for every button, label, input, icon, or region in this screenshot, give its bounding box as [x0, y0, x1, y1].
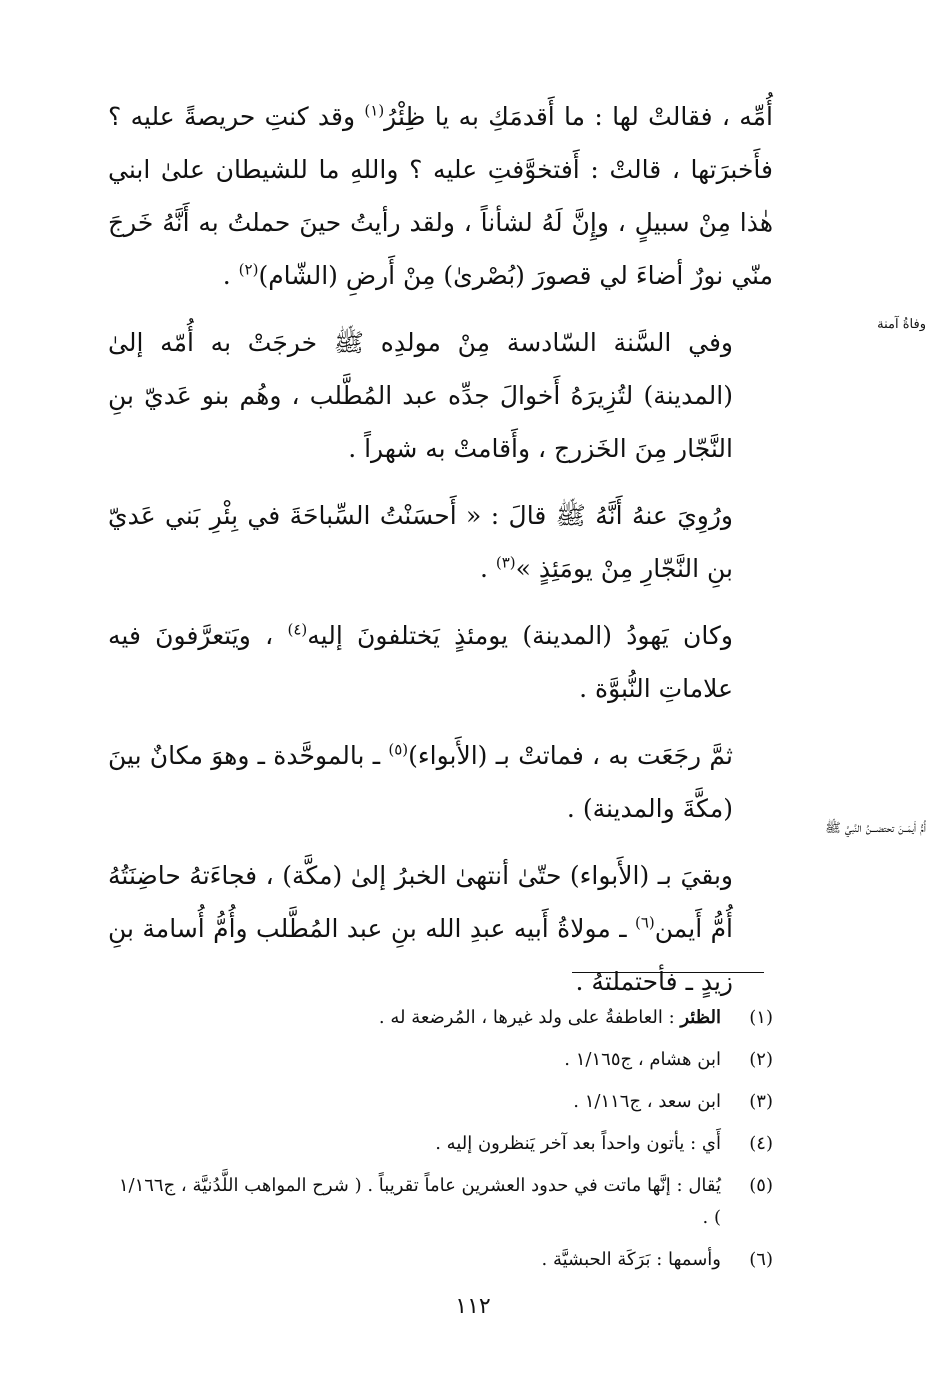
- paragraph-text: ورُوِيَ عنهُ أَنَّهُ ﷺ قالَ : « أَحسَنْتُ السِّباحَةَ في بِئْرِ بَني عَديّ بنِ النَّجّارِ مِنْ يومَئِذٍ »: [108, 501, 733, 583]
- footnote-item: [108, 1002, 773, 1034]
- footnote-ref: (٣): [495, 553, 516, 572]
- paragraph-text: وبقيَ بـ (الأَبواء) حتّىٰ أنتهىٰ الخبرُ إلىٰ (مكَّة) ، فجاءَتهُ حاضِنَتُهُ أُمُّ أَيمن: [108, 861, 733, 943]
- paragraph-text: أُمِّه ، فقالتْ لها : ما أَقدمَكِ به يا ظِئْرُ: [384, 102, 773, 131]
- footnote-number: (٣): [749, 1091, 773, 1112]
- footnote-item: [108, 1128, 773, 1160]
- footnote-divider: [572, 972, 764, 973]
- page-number: ١١٢: [455, 1294, 491, 1319]
- footnote-ref: (٢): [238, 260, 259, 279]
- footnote-text: ابن سعد ، ج١/١١٦ .: [573, 1091, 721, 1112]
- footnote-text: أَي : يأتون واحداً بعد آخر يَنظرون إليه .: [435, 1133, 721, 1154]
- footnote-text: ابن هشام ، ج١/١٦٥ .: [564, 1049, 721, 1070]
- footnote-ref: (٤): [287, 620, 308, 639]
- paragraph-4: [108, 609, 773, 715]
- footnote-text: يُقال : إنَّها ماتت في حدود العشرين عاماً تقريباً . ( شرح المواهب اللَّدُنيَّة ، ج١/١٦٦ ) .: [118, 1175, 721, 1228]
- paragraph-text: وفي السَّنة السّادسة مِنْ مولدِه ﷺ خرجَتْ به أُمّه إلىٰ (المدينة) لتُزِيرَهُ أَخوالَ جدِّه عبد المُطَّلب ، وهُم بنو عَديّ بنِ النَّجّار مِنَ الخَزرج ، وأَقامتْ به شهراً .: [108, 328, 733, 463]
- footnote-item: [108, 1244, 773, 1276]
- footnote-number: (٥): [749, 1175, 773, 1196]
- footnote-item: [108, 1170, 773, 1234]
- footnote-term: الظئر: [680, 1007, 721, 1028]
- footnote-number: (٢): [749, 1049, 773, 1070]
- footnotes: [108, 1002, 773, 1286]
- footnote-text: [108, 1002, 721, 1034]
- footnote-number: (٦): [749, 1249, 773, 1270]
- paragraph-text: .: [479, 554, 496, 583]
- paragraph-text: وقد كنتِ حريصةً عليه ؟ فأَخبرَتها ، قالتْ : أَفتخوَّفتِ عليه ؟ واللهِ ما للشيطان علىٰ ابني هٰذا مِنْ سبيلٍ ، وإِنَّ لَهُ لشأناً ، ولقد رأيتُ حينَ حملتُ به أَنَّهُ خَرجَ منّي نورٌ أضاءَ لي قصورَ (بُصْرىٰ) مِنْ أَرضِ (الشّام): [108, 102, 773, 290]
- paragraph-1: [108, 90, 773, 302]
- paragraph-text: ـ بالموحَّدة ـ وهوَ مكانٌ بينَ (مكَّةَ والمدينة) .: [108, 741, 733, 823]
- footnote-ref: (٥): [388, 740, 409, 759]
- margin-note-umm-ayman: أُمُّ أَيمَــنَ تحتضـــنُ النَّبيَّ ﷺ: [825, 821, 926, 836]
- paragraph-6: [108, 849, 773, 1008]
- footnote-ref: (١): [364, 101, 385, 120]
- footnote-item: [108, 1044, 773, 1076]
- main-text: [108, 90, 773, 1022]
- paragraph-text: ـ مولاةُ أَبيه عبدِ الله بنِ عبد المُطَّلب وأُمُّ أُسامة بنِ زيدٍ ـ فأحتملتهُ .: [108, 914, 733, 996]
- footnote-item: [108, 1086, 773, 1118]
- footnote-body: : العاطفةُ على ولد غيرها ، المُرضعة له .: [378, 1007, 681, 1028]
- paragraph-2: [108, 316, 773, 475]
- paragraph-text: ثمَّ رجَعَت به ، فماتتْ بـ (الأَبواء): [408, 741, 733, 770]
- margin-note-amina-death: وفاةُ آمنة: [877, 317, 926, 332]
- paragraph-text: ، ويَتعرَّفونَ فيه علاماتِ النُّبوَّة .: [108, 621, 733, 703]
- footnote-number: (١): [749, 1007, 773, 1028]
- footnote-number: (٤): [749, 1133, 773, 1154]
- footnote-ref: (٦): [634, 913, 655, 932]
- paragraph-5: [108, 729, 773, 835]
- paragraph-text: .: [222, 261, 239, 290]
- paragraph-3: [108, 489, 773, 595]
- footnote-text: وأسمها : بَرَكَة الحبشيَّة .: [541, 1249, 721, 1270]
- paragraph-text: وكان يَهودُ (المدينة) يومئذٍ يَختلفونَ إليه: [307, 621, 733, 650]
